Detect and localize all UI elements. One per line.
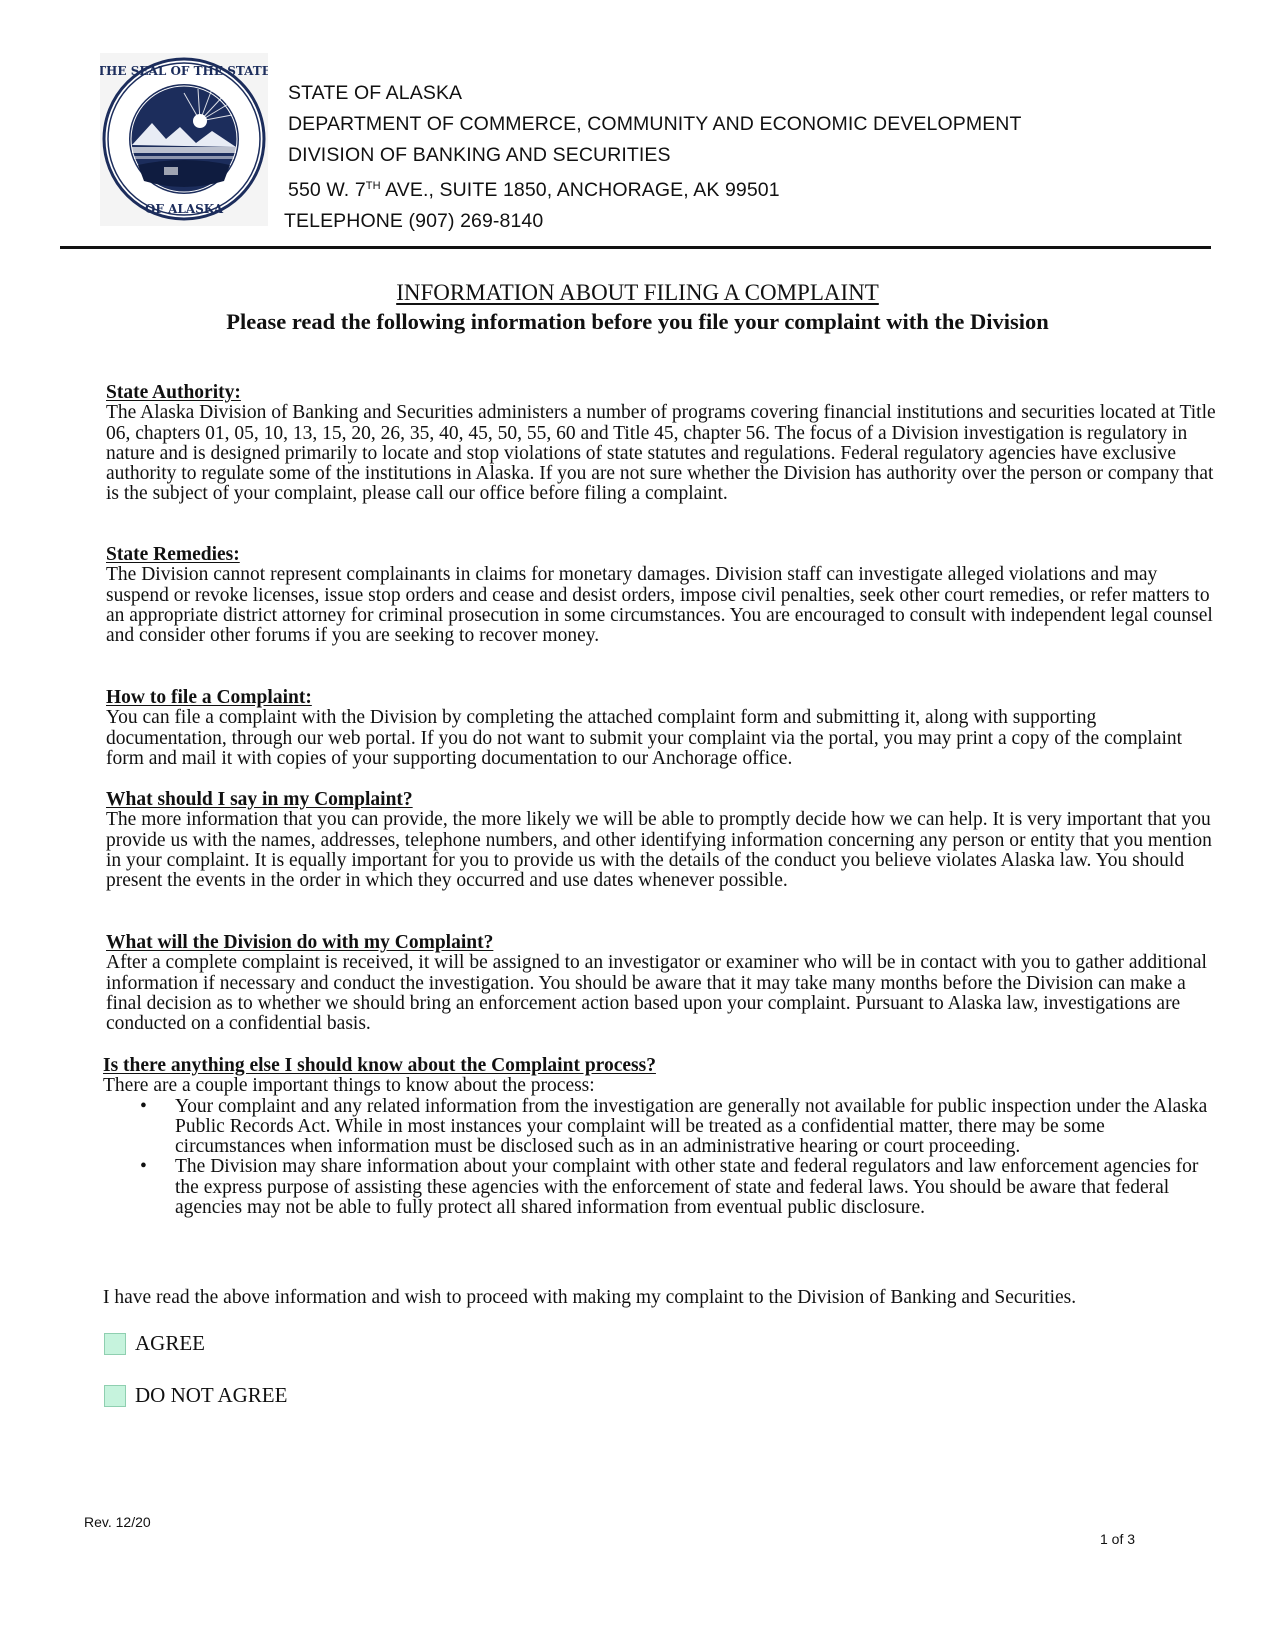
section-body: You can file a complaint with the Division by completing the attached complaint form and submitting it, along with supporting documentation, through our web portal. If you do not want to submit your complaint via the portal, you may print a copy of the complaint form and mail it with copies of your supporting documentation to our Anchorage office. — [106, 707, 1183, 769]
page-subtitle: Please read the following information before you file your complaint with the Division — [226, 309, 1049, 334]
alaska-state-seal-icon — [100, 53, 268, 226]
agree-label: AGREE — [135, 1331, 205, 1355]
section-body: The more information that you can provide, the more likely we will be able to promptly decide how we can help. It is very important that you provide us with the names, addresses, telephone numbers, and other identifying information concerning any person or entity that you mention in your complaint. It is equally important for you to provide us with the details of the conduct you believe violates Alaska law. You should present the events in the order in which they occurred and use dates whenever possible. — [106, 809, 1212, 892]
page-number: 1 of 3 — [1100, 1531, 1136, 1547]
header-divider — [60, 246, 1211, 249]
bullet-icon: • — [140, 1156, 147, 1178]
svg-text:OF ALASKA: OF ALASKA — [144, 202, 224, 216]
section-heading: State Remedies: — [106, 544, 240, 565]
section-heading: What should I say in my Complaint? — [106, 789, 413, 810]
section-anything-else — [103, 1056, 1213, 1218]
do-not-agree-label: DO NOT AGREE — [135, 1383, 288, 1407]
section-body: After a complete complaint is received, it will be assigned to an investigator or examiner who will be in contact with you to gather additional information if necessary and conduct the investigation. You should be aware that it may take many months before the Division can make a final decision as to whether we should bring an enforcement action based upon your complaint. Pursuant to Alaska law, investigations are conducted on a confidential basis. — [106, 952, 1207, 1035]
header-division: DIVISION OF BANKING AND SECURITIES — [288, 144, 671, 166]
section-how-to-file — [106, 688, 1216, 769]
header-department: DEPARTMENT OF COMMERCE, COMMUNITY AND ECONOMIC DEVELOPMENT — [288, 113, 1022, 135]
section-state-remedies — [106, 545, 1216, 646]
bullet-list — [103, 1097, 1213, 1219]
agree-checkbox[interactable] — [104, 1333, 126, 1355]
agree-option[interactable] — [104, 1331, 205, 1356]
do-not-agree-checkbox[interactable] — [104, 1385, 126, 1407]
header-state: STATE OF ALASKA — [288, 82, 463, 104]
bullet-icon: • — [140, 1095, 147, 1117]
revision-label: Rev. 12/20 — [84, 1514, 151, 1530]
do-not-agree-option[interactable] — [104, 1383, 287, 1408]
acknowledgement-statement: I have read the above information and wish to proceed with making my complaint to the Division of Banking and Securities. — [103, 1287, 1077, 1308]
section-intro: There are a couple important things to know about the process: — [103, 1075, 595, 1097]
section-body: The Division cannot represent complainants in claims for monetary damages. Division staff can investigate alleged violations and may suspend or revoke licenses, issue stop orders and cease and desist orders, impose civil penalties, seek other court remedies, or refer matters to an appropriate district attorney for criminal prosecution in some circumstances. You are encouraged to consult with independent legal counsel and consider other forums if you are seeking to recover money. — [106, 564, 1213, 647]
section-heading: Is there anything else I should know about the Complaint process? — [103, 1055, 656, 1076]
list-item: • The Division may share information about your complaint with other state and federal regulators and law enforcement agencies for the express purpose of assisting these agencies with the enforcement of state and federal laws. You should be aware that federal agencies may not be able to fully protect all shared information from eventual public disclosure. — [140, 1156, 1199, 1219]
section-body: The Alaska Division of Banking and Securities administers a number of programs covering financial institutions and securities located at Title 06, chapters 01, 05, 10, 13, 15, 20, 26, 35, 40, 45, 50, 55, 60 and Title 45, chapter 56. The focus of a Division investigation is regulatory in nature and is designed primarily to locate and stop violations of state statutes and regulations. Federal regulatory agencies have exclusive authority to regulate some of the institutions in Alaska. If you are not sure whether the Division has authority over the person or company that is the subject of your complaint, please call our office before filing a complaint. — [106, 402, 1216, 505]
section-heading: State Authority: — [106, 382, 241, 403]
page-title: INFORMATION ABOUT FILING A COMPLAINT — [396, 280, 879, 305]
svg-text:THE SEAL OF THE STATE: THE SEAL OF THE STATE — [100, 64, 268, 78]
header-address: 550 W. 7TH AVE., SUITE 1850, ANCHORAGE, AK 99501 — [288, 179, 780, 201]
header-telephone: TELEPHONE (907) 269-8140 — [284, 210, 544, 232]
section-what-to-say — [106, 790, 1216, 891]
section-heading: How to file a Complaint: — [106, 687, 312, 708]
section-state-authority — [106, 383, 1216, 505]
list-item: • Your complaint and any related information from the investigation are generally not available for public inspection under the Alaska Public Records Act. While in most instances your complaint will be treated as a confidential matter, there may be some circumstances when information must be disclosed such as in an administrative hearing or court proceeding. — [140, 1095, 1208, 1158]
agency-header — [284, 78, 1022, 237]
section-division-action — [106, 933, 1216, 1034]
section-heading: What will the Division do with my Complaint? — [106, 932, 494, 953]
